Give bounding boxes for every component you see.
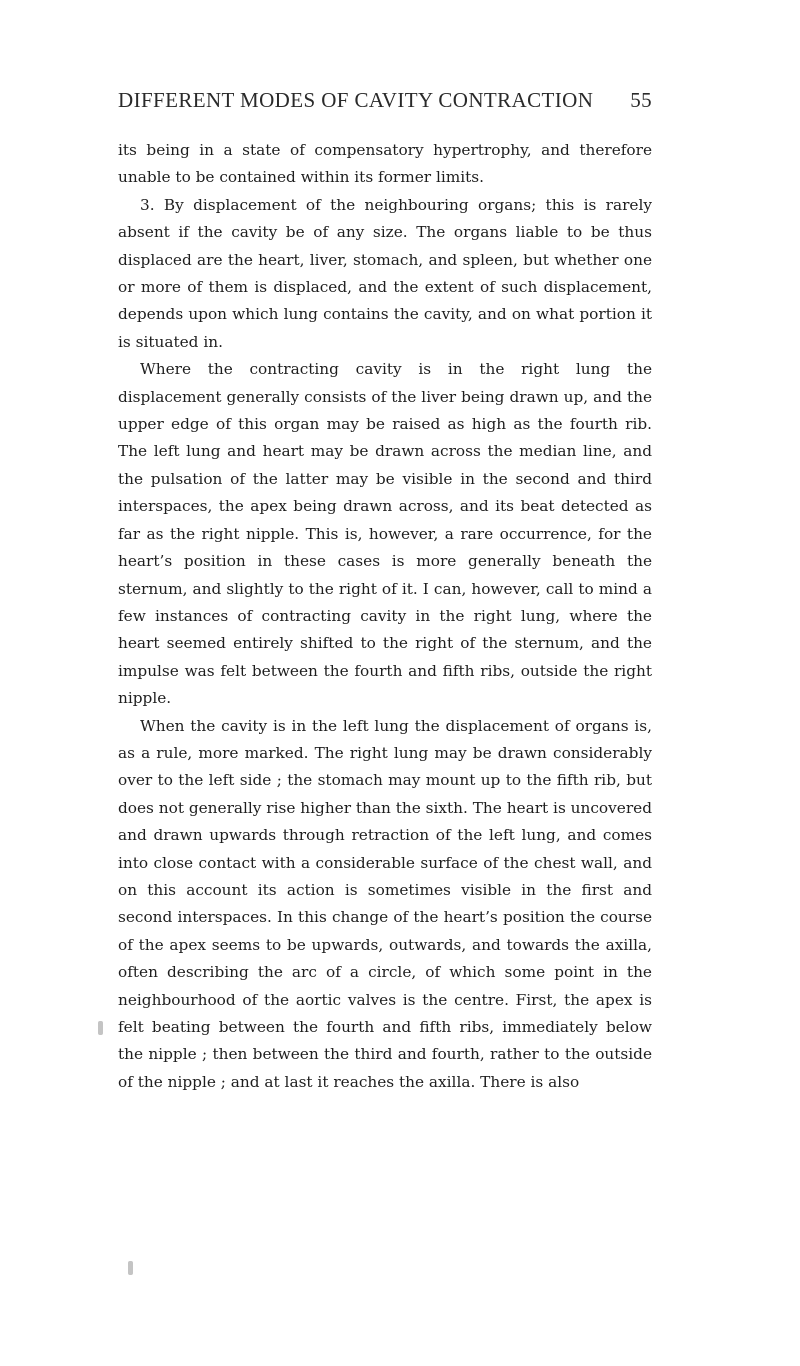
body-text <box>118 137 652 1096</box>
paragraph-left-lung: When the cavity is in the left lung the displacement of organs is, as a rule, more marked. The right lung may be drawn considerably over to the left side ; the stomach may mount up to the fifth rib, but does not generally rise higher than the sixth. The heart is uncovered and drawn upwards through retraction of the left lung, and comes into close contact with a considerable surface of the chest wall, and on this account its action is sometimes visible in the first and second interspaces. In this change of the heart’s position the course of the apex seems to be upwards, outwards, and towards the axilla, often describing the arc of a circle, of which some point in the neighbourhood of the aortic valves is the centre. First, the apex is felt beating between the fourth and fifth ribs, immediately below the nipple ; then between the third and fourth, rather to the outside of the nipple ; and at last it reaches the axilla. There is also <box>118 716 652 1091</box>
paragraph-displacement-of-organs: 3. By displacement of the neighbouring organs; this is rarely absent if the cavity be of any size. The organs liable to be thus displaced are the heart, liver, stomach, and spleen, but whether one or more of them is displaced, and the extent of such displacement, depends upon which lung contains the cavity, and on what portion it is situated in. <box>118 195 652 351</box>
scan-speck <box>128 1261 133 1275</box>
running-header-title: DIFFERENT MODES OF CAVITY CONTRACTION <box>118 88 594 112</box>
paragraph-right-lung: Where the contracting cavity is in the right lung the displacement generally consists of the liver being drawn up, and the upper edge of this organ may be raised as high as the fourth rib. The left lung and heart may be drawn across the median line, and the pulsation of the latter may be visible in the second and third interspaces, the apex being drawn across, and its beat detected as far as the right nipple. This is, however, a rare occurrence, for the heart’s position in these cases is more generally beneath the sternum, and slightly to the right of it. I can, however, call to mind a few instances of contracting cavity in the right lung, where the heart seemed entirely shifted to the right of the sternum, and the impulse was felt between the fourth and fifth ribs, outside the right nipple. <box>118 360 652 708</box>
scan-speck <box>98 1021 103 1035</box>
running-header <box>118 88 652 113</box>
page-number: 55 <box>630 88 652 112</box>
paragraph-continuation: its being in a state of compensatory hypertrophy, and therefore unable to be contained within its former limits. <box>118 141 652 187</box>
